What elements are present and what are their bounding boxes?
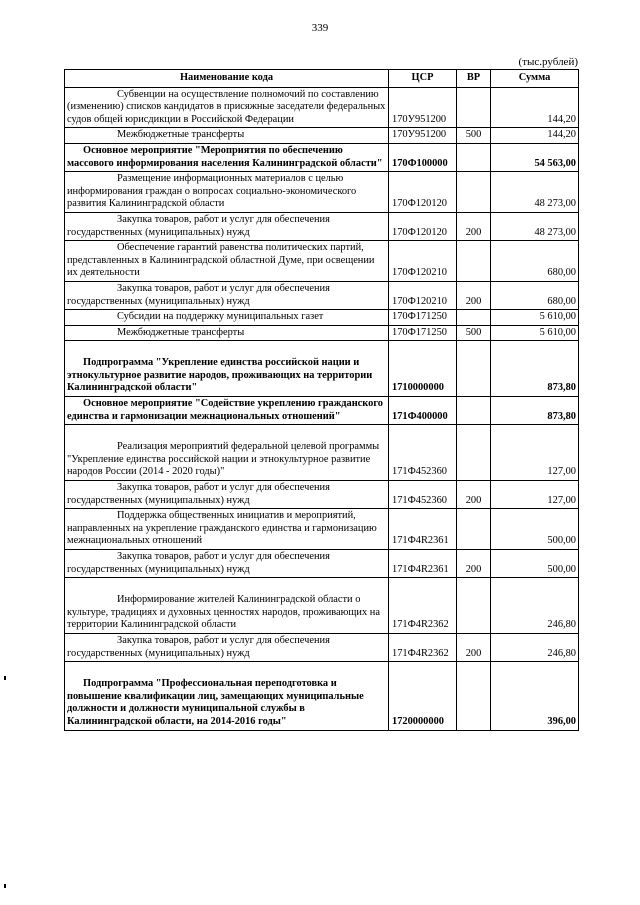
row-name: [65, 633, 389, 661]
row-csr: 171Ф452360: [389, 425, 457, 481]
row-csr: 170Ф120120: [389, 172, 457, 213]
row-sum: 500,00: [491, 550, 579, 578]
row-name-text: Закупка товаров, работ и услуг для обеспечения государственных (муниципальных) нужд: [67, 282, 330, 307]
row-sum: 5 610,00: [491, 310, 579, 326]
row-vr: [457, 241, 491, 282]
table-row: [65, 325, 579, 341]
row-sum: 48 273,00: [491, 212, 579, 240]
row-name-text: Межбюджетные трансферты: [117, 129, 245, 141]
row-name-text: Субвенции на осуществление полномочий по составлению (изменению) списков кандидатов в присяжные заседатели федеральных судов общей юрисдикции в Российской Федерации: [67, 88, 386, 125]
row-name: [65, 509, 389, 550]
row-csr: 170У951200: [389, 128, 457, 144]
row-vr: 200: [457, 212, 491, 240]
row-name: [65, 325, 389, 341]
table-row: [65, 172, 579, 213]
row-csr: 171Ф4R2362: [389, 633, 457, 661]
table-header-row: [65, 70, 579, 88]
row-sum: 873,80: [491, 397, 579, 425]
row-name-text: Реализация мероприятий федеральной целевой программы "Укрепление единства российской нации и этнокультурное развитие народов России (2014 - 2020 годы)": [67, 441, 380, 478]
row-vr: 200: [457, 550, 491, 578]
row-vr: [457, 397, 491, 425]
row-name-text: Межбюджетные трансферты: [117, 326, 245, 338]
scan-edge-mark: [4, 676, 6, 680]
row-sum: 5 610,00: [491, 325, 579, 341]
row-name-text: Закупка товаров, работ и услуг для обеспечения государственных (муниципальных) нужд: [67, 482, 330, 506]
row-vr: [457, 341, 491, 397]
header-sum: Сумма: [491, 70, 579, 88]
row-csr: 170У951200: [389, 87, 457, 128]
scan-edge-mark: [4, 884, 6, 888]
units-label: (тыс.рублей): [518, 56, 578, 68]
row-name: [65, 578, 389, 634]
table-row: [65, 662, 579, 730]
row-name: [65, 143, 389, 171]
table-row: [65, 87, 579, 128]
header-vr: ВР: [457, 70, 491, 88]
row-vr: [457, 425, 491, 481]
table-row: [65, 281, 579, 309]
row-name-text: Закупка товаров, работ и услуг для обеспечения государственных (муниципальных) нужд: [67, 551, 330, 575]
row-vr: [457, 143, 491, 171]
row-name-text: Размещение информационных материалов с целью информирования граждан о вопросах социально-экономического развития Калининградской области: [67, 173, 357, 210]
row-name: [65, 241, 389, 282]
row-vr: 500: [457, 128, 491, 144]
row-name: [65, 172, 389, 213]
page-number: 339: [311, 22, 329, 34]
row-name-text: Основное мероприятие "Мероприятия по обеспечению массового информирования населения Калининградской области": [67, 144, 383, 169]
row-vr: [457, 662, 491, 730]
table-row: [65, 212, 579, 240]
row-name-text: Поддержка общественных инициатив и мероприятий, направленных на укрепление гражданского единства и гармонизацию межнациональных отношений: [67, 510, 377, 547]
row-csr: 170Ф171250: [389, 310, 457, 326]
row-csr: 170Ф171250: [389, 325, 457, 341]
row-vr: [457, 310, 491, 326]
table-row: [65, 310, 579, 326]
table-row: [65, 578, 579, 634]
table-row: [65, 509, 579, 550]
row-vr: [457, 172, 491, 213]
table-row: [65, 481, 579, 509]
row-sum: 396,00: [491, 662, 579, 730]
row-name: [65, 87, 389, 128]
row-name: [65, 212, 389, 240]
table-row: [65, 397, 579, 425]
row-vr: 200: [457, 281, 491, 309]
row-vr: [457, 87, 491, 128]
row-sum: 48 273,00: [491, 172, 579, 213]
table-row: [65, 425, 579, 481]
row-name: [65, 550, 389, 578]
table-row: [65, 341, 579, 397]
row-name: [65, 341, 389, 397]
table-row: [65, 128, 579, 144]
table-row: [65, 143, 579, 171]
row-name: [65, 310, 389, 326]
header-name: Наименование кода: [65, 70, 389, 88]
budget-table: [64, 69, 579, 731]
row-csr: 171Ф4R2362: [389, 578, 457, 634]
table-row: [65, 633, 579, 661]
row-sum: 246,80: [491, 633, 579, 661]
row-sum: 680,00: [491, 281, 579, 309]
row-csr: 1720000000: [389, 662, 457, 730]
row-name: [65, 128, 389, 144]
row-vr: [457, 509, 491, 550]
row-csr: 170Ф120210: [389, 241, 457, 282]
row-name-text: Обеспечение гарантий равенства политических партий, представленных в Калининградской областной Думе, при освещении их деятельности: [67, 242, 375, 279]
row-name-text: Основное мероприятие "Содействие укреплению гражданского единства и гармонизации межнациональных отношений": [67, 398, 383, 422]
row-vr: 200: [457, 481, 491, 509]
row-vr: [457, 578, 491, 634]
row-name: [65, 481, 389, 509]
row-name: [65, 662, 389, 730]
row-sum: 54 563,00: [491, 143, 579, 171]
row-csr: 171Ф4R2361: [389, 550, 457, 578]
row-sum: 127,00: [491, 425, 579, 481]
row-csr: 1710000000: [389, 341, 457, 397]
row-vr: 500: [457, 325, 491, 341]
table-row: [65, 550, 579, 578]
row-name: [65, 281, 389, 309]
header-csr: ЦСР: [389, 70, 457, 88]
row-name-text: Подпрограмма "Профессиональная переподготовка и повышение квалификации лиц, замещающих муниципальные должности и должности муниципальной службы в Калининградской области, на 2014-2016 годы": [67, 678, 364, 727]
row-vr: 200: [457, 633, 491, 661]
row-sum: 680,00: [491, 241, 579, 282]
row-csr: 170Ф120210: [389, 281, 457, 309]
row-csr: 170Ф120120: [389, 212, 457, 240]
row-sum: 144,20: [491, 128, 579, 144]
row-name-text: Подпрограмма "Укрепление единства российской нации и этнокультурное развитие народов, проживающих на территории Калининградской области": [67, 357, 373, 394]
row-name-text: Закупка товаров, работ и услуг для обеспечения государственных (муниципальных) нужд: [67, 634, 330, 659]
row-name-text: Информирование жителей Калининградской области о культуре, традициях и духовных ценностях народов, проживающих на территории Калининградской области: [67, 594, 380, 631]
row-name: [65, 425, 389, 481]
row-sum: 127,00: [491, 481, 579, 509]
row-name-text: Закупка товаров, работ и услуг для обеспечения государственных (муниципальных) нужд: [67, 213, 330, 238]
row-csr: 171Ф4R2361: [389, 509, 457, 550]
row-csr: 170Ф100000: [389, 143, 457, 171]
row-sum: 873,80: [491, 341, 579, 397]
row-csr: 171Ф400000: [389, 397, 457, 425]
row-name-text: Субсидии на поддержку муниципальных газет: [117, 311, 324, 323]
row-sum: 246,80: [491, 578, 579, 634]
row-csr: 171Ф452360: [389, 481, 457, 509]
row-sum: 500,00: [491, 509, 579, 550]
row-sum: 144,20: [491, 87, 579, 128]
row-name: [65, 397, 389, 425]
table-row: [65, 241, 579, 282]
